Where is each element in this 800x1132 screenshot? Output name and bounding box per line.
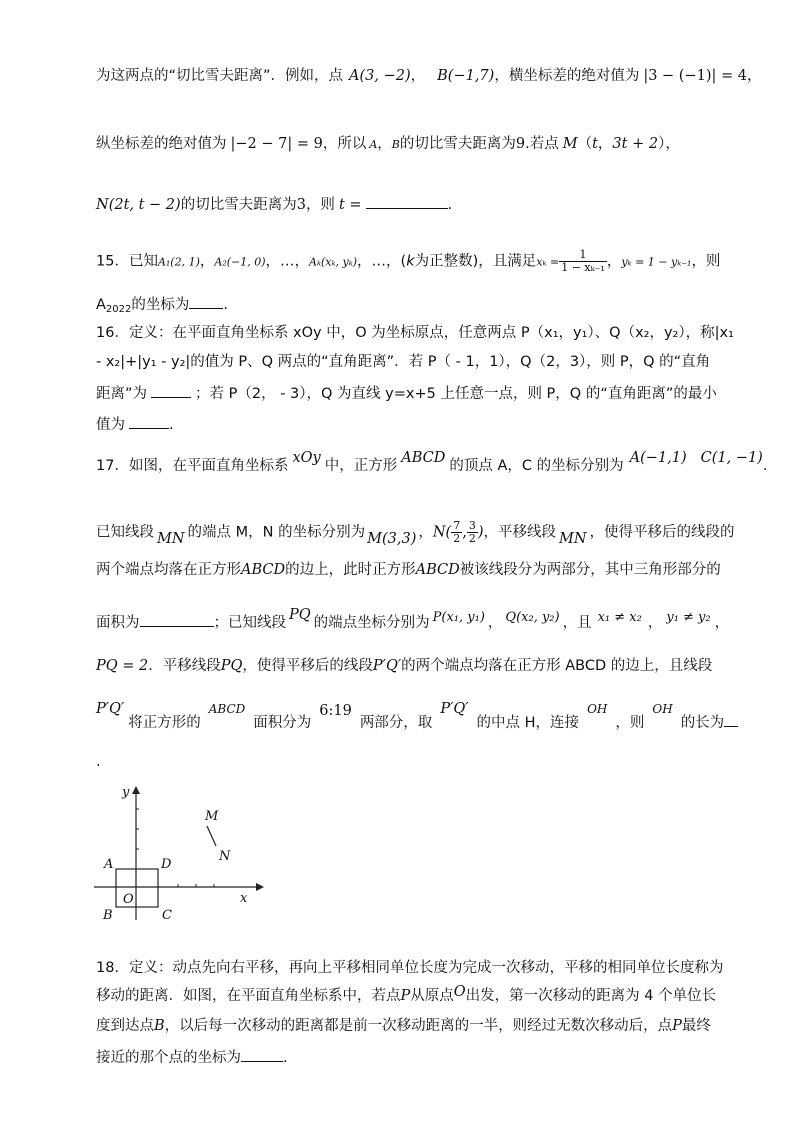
text: 16．定义：在平面直角坐标系 xOy 中，O 为坐标原点，任意两点 P（x₁，y₁）、Q（x₂，y₂），称|x₁ bbox=[96, 325, 734, 341]
text: （ bbox=[577, 136, 593, 152]
text: 的顶点 A，C 的坐标分别为 bbox=[449, 458, 624, 474]
p16-line-4 bbox=[96, 414, 720, 435]
text: ， bbox=[746, 68, 762, 84]
text: ，则 bbox=[305, 197, 335, 213]
oh: OH bbox=[587, 702, 608, 716]
text: .若点 bbox=[525, 136, 559, 152]
text: 的切比雪夫距离为 bbox=[180, 197, 297, 213]
point-n: N bbox=[219, 849, 231, 864]
value: 3 bbox=[296, 197, 306, 213]
point-b: B bbox=[154, 1018, 165, 1034]
y-axis-arrow bbox=[132, 786, 140, 794]
text: 的长为 bbox=[680, 715, 725, 731]
text: 值为 bbox=[96, 417, 125, 433]
p14-line-2 bbox=[96, 134, 720, 155]
denominator: 2 bbox=[453, 532, 461, 545]
text: ；已知线段 bbox=[213, 615, 286, 631]
numerator: 3 bbox=[468, 519, 476, 532]
answer-blank[interactable] bbox=[366, 194, 448, 209]
p17-line-2 bbox=[96, 519, 735, 547]
subscript: 2022 bbox=[105, 304, 132, 315]
pq: PQ bbox=[289, 607, 311, 623]
point-a2: A₂(−1, 0) bbox=[214, 255, 266, 269]
expr: |−2 − 7| = 9 bbox=[230, 136, 323, 152]
p16-line-2 bbox=[96, 352, 720, 372]
ppqp: P′Q′ bbox=[372, 658, 402, 674]
denominator: 2 bbox=[468, 532, 476, 545]
text: 移动的距离．如图，在平面直角坐标系中，若点 bbox=[96, 988, 401, 1004]
text: . bbox=[283, 1050, 288, 1066]
p14-line-1 bbox=[96, 66, 762, 86]
text: ，则 bbox=[615, 715, 645, 731]
text: 17．如图，在平面直角坐标系 bbox=[96, 458, 289, 474]
fraction bbox=[451, 520, 462, 545]
text: 面积为 bbox=[96, 615, 140, 631]
text: 将正方形的 bbox=[128, 715, 201, 731]
text: ，以后每一次移动的距离都是前一次移动距离的一半，则经过无数次移动后，点 bbox=[164, 1018, 673, 1034]
ppqp: P′Q′ bbox=[96, 701, 125, 717]
text: ， bbox=[597, 136, 613, 152]
expr-xk: xₖ = bbox=[536, 255, 560, 269]
text: 的坐标为 bbox=[131, 297, 190, 313]
text: 的两个端点均落在正方形 ABCD 的边上，且线段 bbox=[401, 658, 713, 674]
p18-line-4 bbox=[96, 1047, 720, 1068]
var-t: t bbox=[592, 136, 598, 152]
point-p: P(x₁, y₁) bbox=[432, 610, 485, 625]
text: ， bbox=[606, 253, 622, 270]
point-a: A(3, −2) bbox=[349, 68, 411, 84]
point-p: P bbox=[672, 1018, 682, 1034]
text: 的端点 M，N 的坐标分别为 bbox=[187, 524, 366, 541]
answer-blank[interactable] bbox=[241, 1047, 283, 1062]
expr: |3 − (−1)| = 4 bbox=[643, 68, 747, 84]
text: 的切比雪夫距离为 bbox=[399, 136, 516, 152]
point-b: B(−1,7) bbox=[437, 68, 495, 84]
answer-blank[interactable] bbox=[129, 414, 169, 429]
p18-line-3 bbox=[96, 1016, 720, 1036]
text: ，…， bbox=[265, 253, 310, 270]
text: 出发，第一次移动的距离为 4 个单位长 bbox=[465, 988, 717, 1004]
point-a1: A₁(2, 1) bbox=[157, 255, 200, 269]
fraction bbox=[467, 520, 478, 545]
ppqp: P′Q′ bbox=[440, 701, 469, 717]
text: 被该线段分为两部分，其中三角形部分的 bbox=[459, 562, 721, 578]
p18-line-2 bbox=[96, 986, 720, 1006]
text: ；若 P（2， - 3），Q 为直线 y=x+5 上任意一点，则 P，Q 的“直角距离”的最小 bbox=[195, 386, 717, 402]
ratio: 6:19 bbox=[319, 703, 352, 719]
text: ，横坐标差的绝对值为 bbox=[494, 68, 640, 84]
abcd: ABCD bbox=[415, 562, 460, 578]
point-a: A(−1,1) bbox=[629, 450, 687, 466]
pq: PQ bbox=[220, 658, 243, 674]
text: 两部分，取 bbox=[359, 715, 433, 731]
text: 两个端点均落在正方形 bbox=[96, 562, 241, 578]
mn: MN bbox=[157, 530, 185, 547]
text: 为正整数)，且满足 bbox=[414, 253, 537, 270]
mn: MN bbox=[559, 530, 587, 547]
point-n-open: N( bbox=[432, 524, 452, 541]
p17-line-5 bbox=[96, 656, 720, 676]
text: 已知线段 bbox=[96, 524, 154, 541]
point-m: M(3,3) bbox=[367, 530, 417, 547]
oh: OH bbox=[652, 702, 673, 716]
text: ，…，( bbox=[357, 253, 407, 270]
origin-o: O bbox=[123, 892, 134, 907]
answer-blank[interactable] bbox=[151, 383, 191, 398]
vertex-c: C bbox=[162, 908, 172, 923]
point-n-close: ) bbox=[477, 524, 484, 541]
p17-line-7 bbox=[96, 752, 720, 772]
comma: , bbox=[462, 524, 467, 541]
pq-eq: PQ = 2 bbox=[96, 658, 149, 674]
origin-o: O bbox=[453, 984, 466, 1000]
text: 的边上，此时正方形 bbox=[285, 562, 416, 578]
point-c: C(1, −1) bbox=[700, 450, 763, 466]
text: - x₂|+|y₁ - y₂|的值为 P、Q 两点的“直角距离”．若 P（ - 1，1），Q（2，3），则 P，Q 的“直角 bbox=[96, 354, 711, 370]
text: 的中点 H，连接 bbox=[476, 715, 580, 731]
p17-line-6 bbox=[96, 701, 725, 733]
text: ，且 bbox=[562, 615, 592, 631]
xoy: xOy bbox=[292, 450, 321, 466]
numerator: 7 bbox=[453, 519, 461, 532]
text: A bbox=[96, 297, 106, 313]
text: ， bbox=[377, 136, 392, 152]
text: ，则 bbox=[691, 253, 721, 270]
abcd: ABCD bbox=[241, 562, 286, 578]
text: 度到达点 bbox=[96, 1018, 154, 1034]
text: ， bbox=[487, 615, 503, 631]
text: 距离”为 bbox=[96, 386, 148, 402]
answer-blank[interactable] bbox=[189, 294, 223, 309]
p17-line-1 bbox=[96, 450, 768, 476]
text: ，使得平移后的线段 bbox=[242, 658, 373, 674]
vertex-d: D bbox=[161, 857, 172, 872]
numerator: 1 bbox=[559, 249, 607, 262]
point-q: Q(x₂, y₂) bbox=[505, 610, 560, 625]
text: 从原点 bbox=[410, 988, 454, 1004]
p16-line-1 bbox=[96, 323, 734, 343]
x-label: x bbox=[240, 891, 248, 906]
text: 纵坐标差的绝对值为 bbox=[96, 136, 227, 152]
coordinate-figure bbox=[88, 780, 268, 925]
text: 中，正方形 bbox=[324, 458, 398, 474]
var-t: t = bbox=[338, 197, 362, 213]
expr-yk: yₖ = 1 − yₖ₋₁ bbox=[621, 255, 692, 269]
p15-line-1 bbox=[96, 249, 720, 274]
label-a: A bbox=[369, 138, 378, 151]
p15-line-2 bbox=[96, 294, 720, 320]
answer-blank[interactable] bbox=[140, 612, 214, 627]
point-p: P bbox=[400, 988, 411, 1004]
text: 18．定义：动点先向右平移，再向上平移相同单位长度为完成一次移动，平移的相同单位长度称为 bbox=[96, 960, 724, 976]
text: ．平移线段 bbox=[148, 658, 221, 674]
var-k: k bbox=[406, 253, 415, 270]
text: . bbox=[447, 197, 453, 213]
text: ， bbox=[714, 615, 730, 631]
vertex-a: A bbox=[104, 857, 114, 872]
text: ，使得平移后的线段的 bbox=[589, 524, 735, 541]
text: 最终 bbox=[681, 1018, 711, 1034]
point-n: N(2t, t − 2) bbox=[96, 197, 181, 213]
text: . bbox=[96, 754, 101, 770]
p17-line-4 bbox=[96, 607, 730, 634]
x-axis-arrow bbox=[256, 883, 264, 891]
point-m: M bbox=[205, 809, 219, 824]
text: 15．已知 bbox=[96, 253, 158, 270]
fraction bbox=[559, 249, 607, 274]
denominator: 1 − xₖ₋₁ bbox=[561, 261, 605, 274]
text: 接近的那个点的坐标为 bbox=[96, 1050, 241, 1066]
text: ）， bbox=[658, 136, 680, 152]
text: ， bbox=[647, 615, 663, 631]
text: 面积分为 bbox=[253, 715, 312, 731]
point-m: M bbox=[562, 136, 578, 152]
text: ， bbox=[418, 524, 433, 541]
cond-y: y₁ ≠ y₂ bbox=[666, 610, 711, 625]
text: 为这两点的“切比雪夫距离”．例如，点 bbox=[96, 68, 344, 84]
label-b: B bbox=[391, 138, 400, 151]
point-ak: Aₖ(xₖ, yₖ) bbox=[309, 255, 358, 269]
expr: 3t + 2 bbox=[612, 136, 659, 152]
p14-line-3 bbox=[96, 194, 720, 215]
text: ， bbox=[410, 68, 426, 84]
cond-x: x₁ ≠ x₂ bbox=[597, 610, 642, 625]
text: 的端点坐标分别为 bbox=[313, 615, 430, 631]
text: . bbox=[223, 297, 228, 313]
abcd: ABCD bbox=[208, 702, 246, 716]
value: 9 bbox=[515, 136, 526, 152]
y-label: y bbox=[122, 785, 130, 800]
p17-line-3 bbox=[96, 560, 720, 580]
text: ，平移线段 bbox=[483, 524, 556, 541]
segment-mn bbox=[207, 826, 216, 846]
p16-line-3 bbox=[96, 383, 720, 404]
vertex-b: B bbox=[103, 908, 113, 923]
text: ， bbox=[199, 253, 215, 270]
text: ，所以 bbox=[322, 136, 367, 152]
text: . bbox=[169, 417, 174, 433]
answer-blank[interactable] bbox=[724, 712, 738, 727]
p18-line-1 bbox=[96, 958, 724, 978]
text: . bbox=[762, 458, 768, 474]
abcd: ABCD bbox=[401, 450, 446, 466]
